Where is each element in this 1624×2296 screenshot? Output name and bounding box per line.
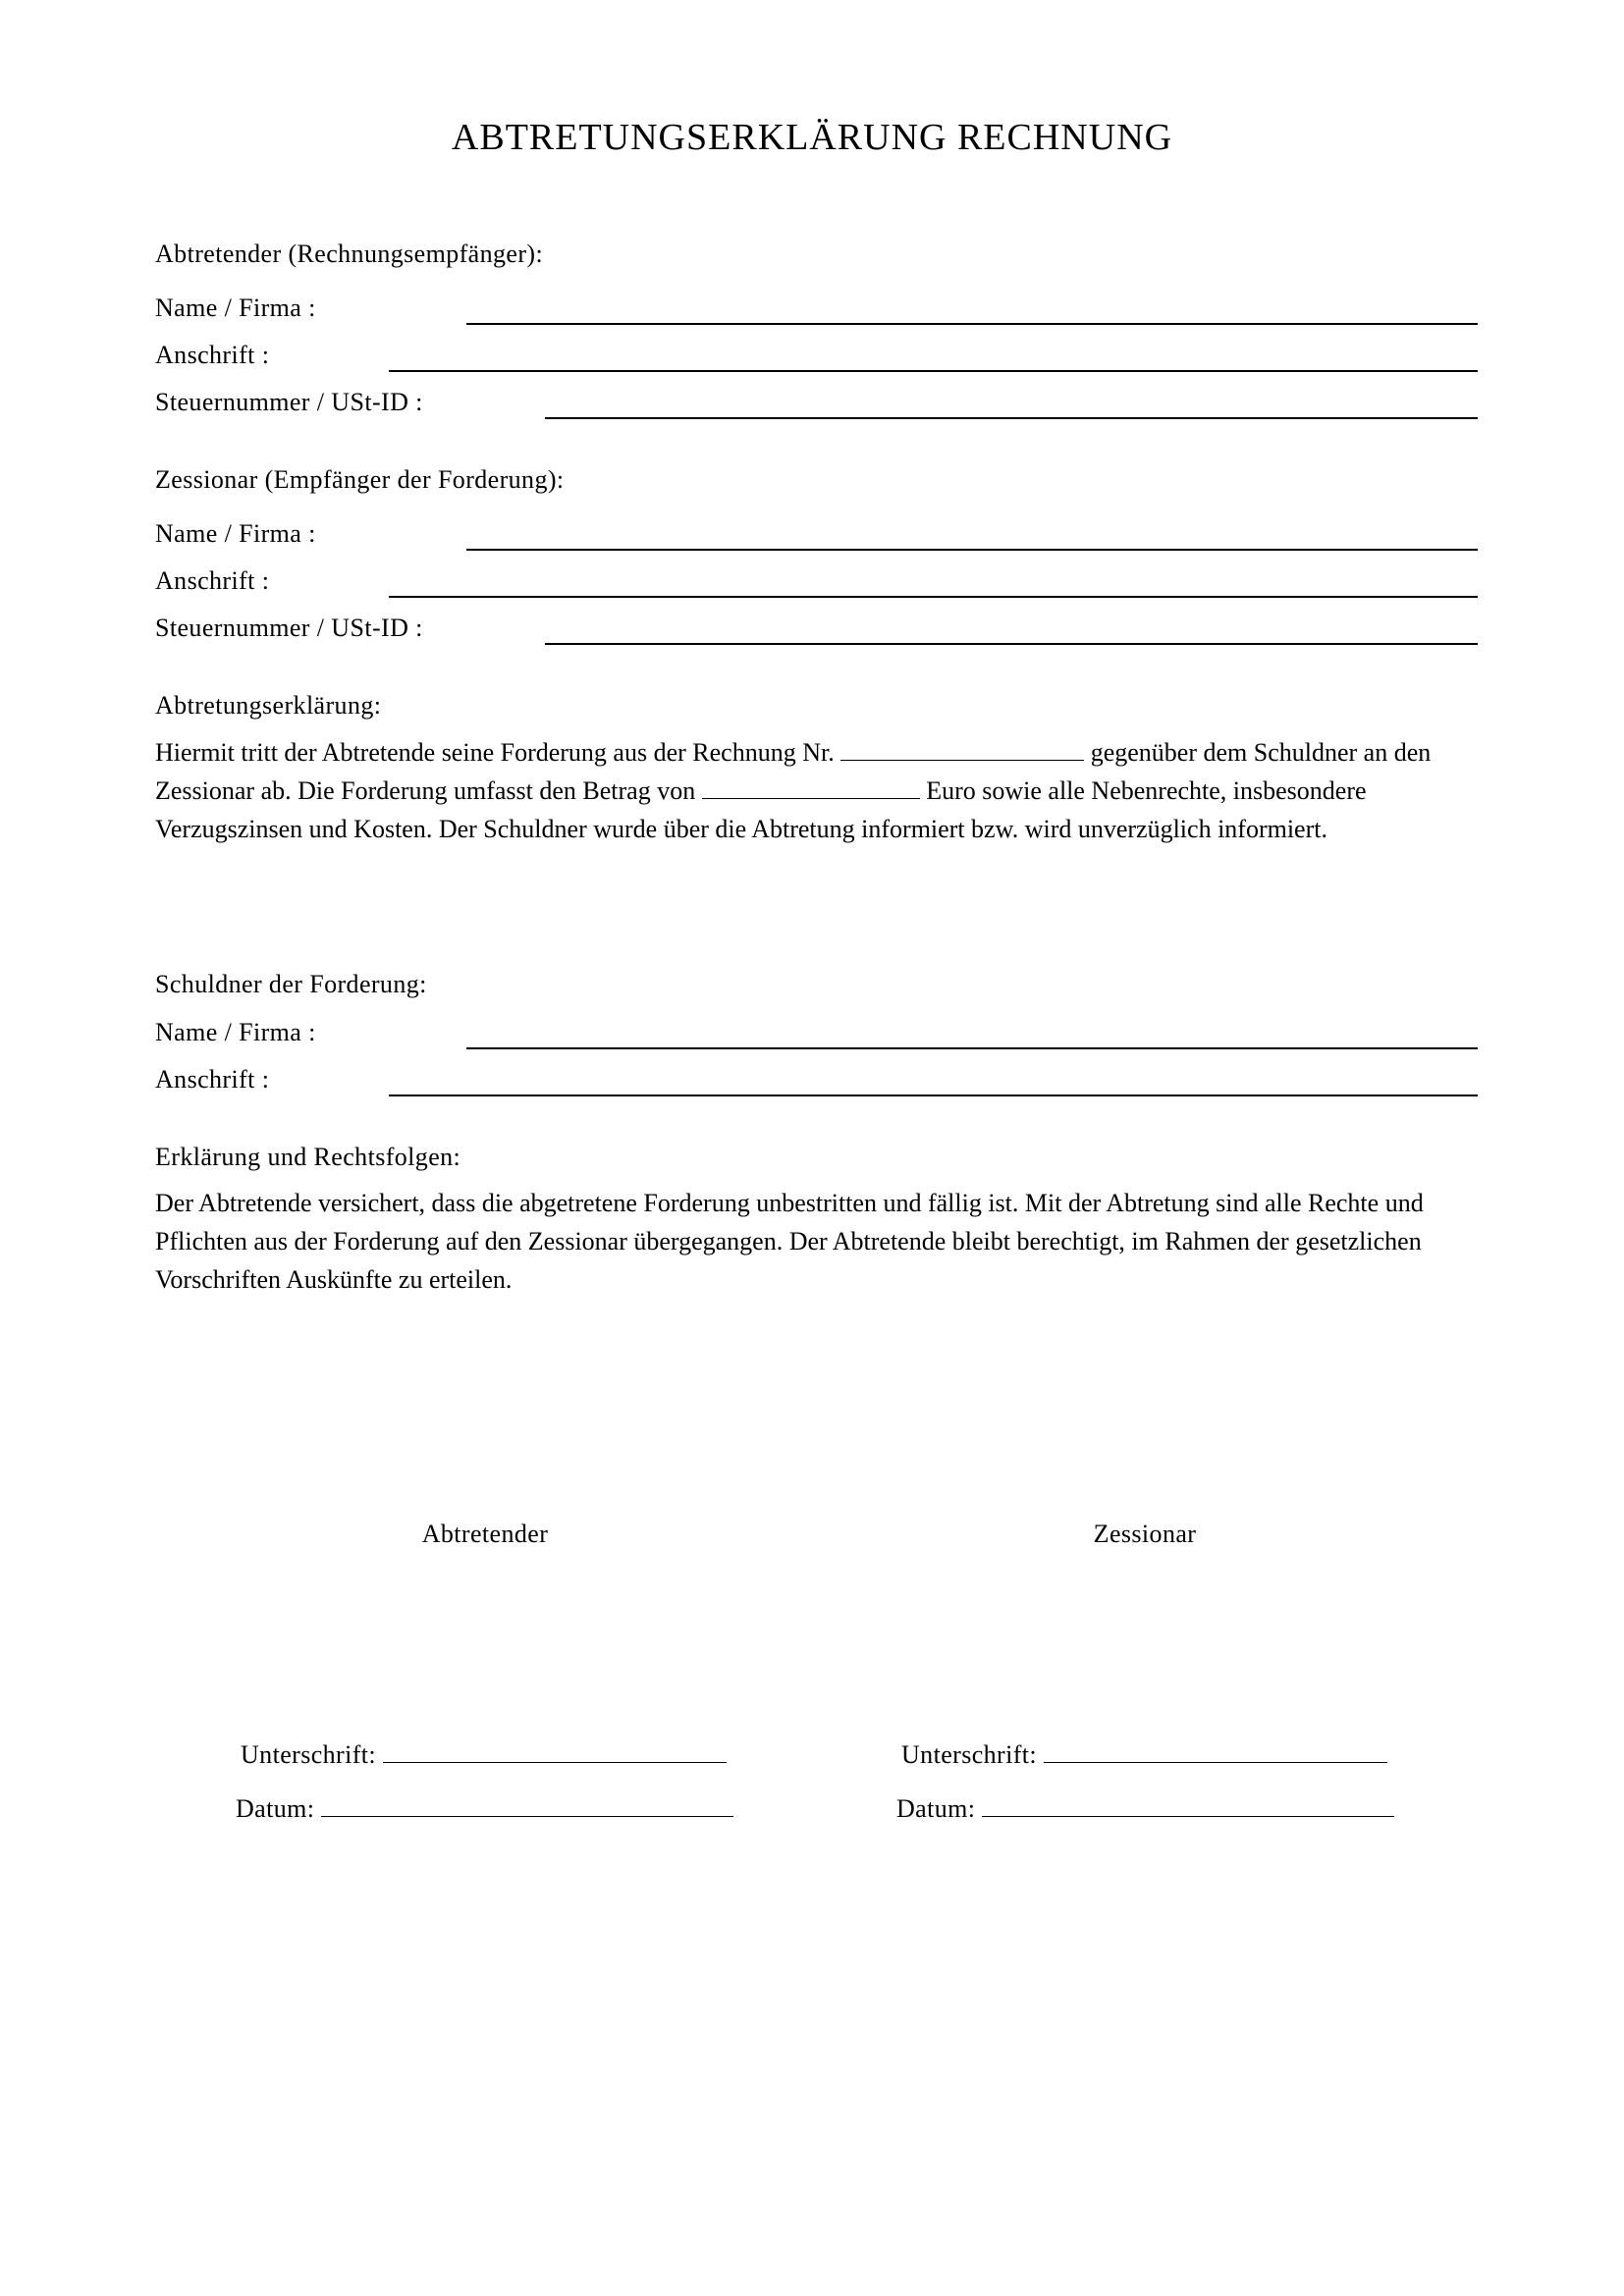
date-field-left[interactable] <box>321 1815 733 1817</box>
assignee-tax-label: Steuernummer / USt-ID : <box>155 614 423 642</box>
assignor-name-label: Name / Firma : <box>155 294 316 322</box>
assignee-tax-field[interactable] <box>545 643 1478 645</box>
date-field-right[interactable] <box>982 1815 1394 1817</box>
assignor-tax-label: Steuernummer / USt-ID : <box>155 388 423 416</box>
signature-field-right[interactable] <box>1044 1761 1387 1763</box>
assignee-heading: Zessionar (Empfänger der Forderung): <box>155 465 565 494</box>
signature-block-right <box>901 1740 1387 1770</box>
debtor-heading: Schuldner der Forderung: <box>155 970 427 998</box>
declaration-text-1: Hiermit tritt der Abtretende seine Forderung aus der Rechnung Nr. <box>155 738 835 767</box>
debtor-name-label: Name / Firma : <box>155 1018 316 1046</box>
assignor-name-field[interactable] <box>466 323 1478 325</box>
signature-label-right: Unterschrift: <box>901 1740 1038 1769</box>
signature-party-right: Zessionar <box>1093 1520 1197 1548</box>
assignee-name-field[interactable] <box>466 549 1478 551</box>
signature-party-left: Abtretender <box>421 1520 549 1548</box>
assignor-address-label: Anschrift : <box>155 341 270 369</box>
assignor-address-field[interactable] <box>389 370 1478 372</box>
date-block-right <box>896 1794 1394 1824</box>
amount-field[interactable] <box>702 797 920 799</box>
signature-block-left <box>241 1740 727 1770</box>
legal-heading: Erklärung und Rechtsfolgen: <box>155 1143 461 1171</box>
assignor-tax-field[interactable] <box>545 417 1478 419</box>
document-title: ABTRETUNGSERKLÄRUNG RECHNUNG <box>451 117 1173 158</box>
declaration-text-3: Euro sowie alle Nebenrechte, insbesondere Verzugszinsen und Kosten. Der Schuldner wurde über die Abtretung informiert bzw. wird unverzüglich informiert. <box>155 776 1367 843</box>
assignee-address-field[interactable] <box>389 596 1478 598</box>
date-label-left: Datum: <box>236 1794 315 1823</box>
date-block-left <box>236 1794 733 1824</box>
declaration-heading: Abtretungserklärung: <box>155 691 382 720</box>
date-label-right: Datum: <box>896 1794 976 1823</box>
signature-label-left: Unterschrift: <box>241 1740 377 1769</box>
declaration-paragraph <box>155 733 1481 848</box>
debtor-name-field[interactable] <box>466 1047 1478 1049</box>
invoice-number-field[interactable] <box>840 759 1084 761</box>
declaration-text-2: gegenüber dem Schuldner an den Zessionar ab. Die Forderung umfasst den Betrag von <box>155 738 1432 805</box>
assignee-name-label: Name / Firma : <box>155 519 316 548</box>
signature-field-left[interactable] <box>383 1761 727 1763</box>
assignor-heading: Abtretender (Rechnungsempfänger): <box>155 240 544 268</box>
debtor-address-label: Anschrift : <box>155 1065 270 1094</box>
assignee-address-label: Anschrift : <box>155 566 270 595</box>
debtor-address-field[interactable] <box>389 1095 1478 1096</box>
legal-paragraph: Der Abtretende versichert, dass die abgetretene Forderung unbestritten und fällig ist. Mit der Abtretung sind alle Rechte und Pflichten aus der Forderung auf den Zessionar übergegangen. Der Abtretende bleibt berechtigt, im Rahmen der gesetzlichen Vorschriften Auskünfte zu erteilen. <box>155 1189 1424 1294</box>
